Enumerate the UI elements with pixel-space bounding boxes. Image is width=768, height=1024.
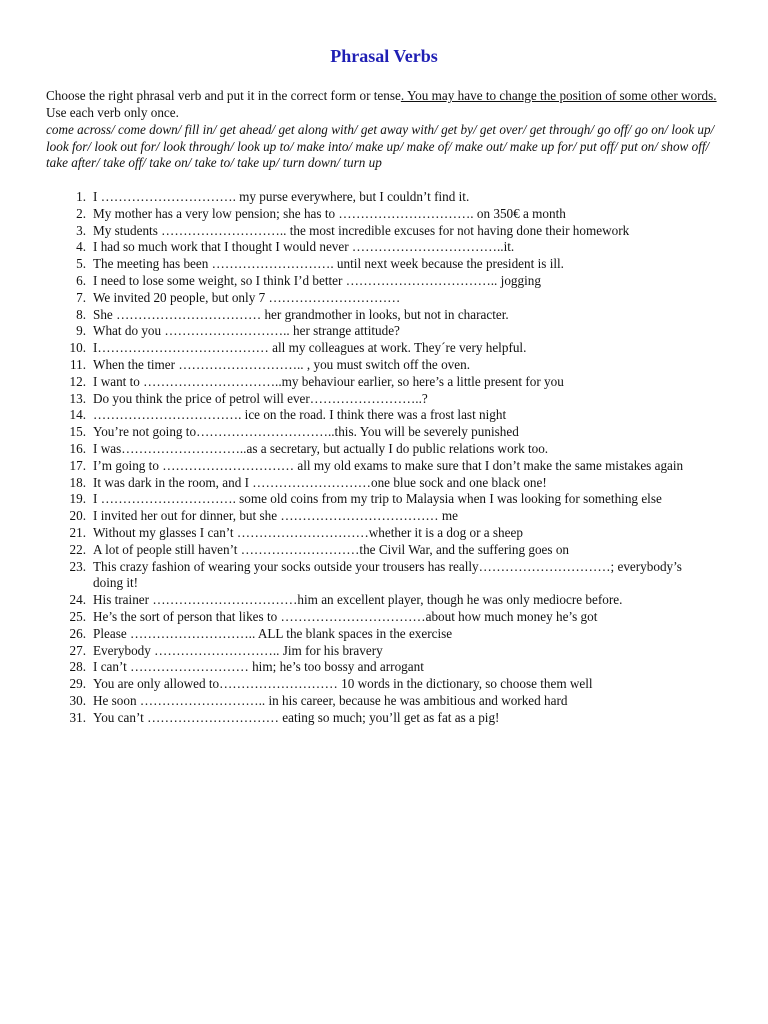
- exercise-number: 23.: [69, 558, 86, 574]
- exercise-item: [50, 643, 710, 660]
- instructions: [46, 88, 726, 121]
- exercise-item: [50, 542, 710, 559]
- exercise-number: 16.: [69, 440, 86, 456]
- exercise-sentence: When the timer ……………………….. , you must switch off the oven.: [93, 356, 471, 372]
- exercise-number: 28.: [69, 659, 86, 675]
- exercise-number: 7.: [76, 289, 86, 305]
- exercise-number: 9.: [76, 323, 86, 339]
- exercise-item: [50, 525, 710, 542]
- exercise-sentence: A lot of people still haven’t ………………………the Civil War, and the suffering goes on: [93, 541, 570, 557]
- exercise-sentence: The meeting has been ………………………. until next week because the president is ill.: [93, 256, 564, 272]
- verb-list: come across/ come down/ fill in/ get ahead/ get along with/ get away with/ get by/ get over/ get through/ go off/ go on/ look up/ look for/ look out for/ look through/ look up to/ make into/ make up/ make of/ make out/ make up for/ put off/ put on/ show off/ take after/ take off/ take on/ take to/ take up/ turn down/ turn up: [46, 122, 715, 170]
- exercise-sentence: I’m going to ………………………… all my old exams to make sure that I don’t make the same mistakes again: [93, 457, 684, 473]
- exercise-item: [50, 223, 710, 240]
- exercise-sentence: I………………………………… all my colleagues at work. They´re very helpful.: [93, 340, 527, 356]
- exercise-sentence: You’re not going to…………………………..this. You will be severely punished: [93, 424, 519, 440]
- exercise-sentence: It was dark in the room, and I ………………………one blue sock and one black one!: [93, 474, 547, 490]
- exercise-number: 11.: [70, 356, 86, 372]
- exercise-item: [50, 273, 710, 290]
- exercise-number: 6.: [76, 272, 86, 288]
- exercise-sentence: I …………………………. some old coins from my trip to Malaysia when I was looking for something else: [93, 491, 662, 507]
- exercise-item: [50, 424, 710, 441]
- exercise-number: 19.: [69, 491, 86, 507]
- exercise-sentence: I want to …………………………..my behaviour earlier, so here’s a little present for you: [93, 373, 564, 389]
- exercise-item: [50, 189, 710, 206]
- exercise-item: [50, 256, 710, 273]
- exercise-item: [50, 374, 710, 391]
- exercise-number: 31.: [69, 709, 86, 725]
- exercise-item: [50, 441, 710, 458]
- instructions-main: Choose the right phrasal verb and put it in the correct form or tense: [46, 88, 401, 103]
- exercise-item: [50, 239, 710, 256]
- exercise-sentence: Please ……………………….. ALL the blank spaces in the exercise: [93, 625, 453, 641]
- exercise-sentence: You can’t ………………………… eating so much; you’ll get as fat as a pig!: [93, 709, 500, 725]
- instructions-note: Use each verb only once.: [46, 104, 179, 120]
- exercise-item: [50, 340, 710, 357]
- exercise-sentence: What do you ……………………….. her strange attitude?: [93, 323, 400, 339]
- exercise-item: [50, 592, 710, 609]
- exercise-item: [50, 693, 710, 710]
- exercise-sentence: I …………………………. my purse everywhere, but I couldn’t find it.: [93, 189, 470, 204]
- exercise-item: [50, 458, 710, 475]
- exercise-item: [50, 491, 710, 508]
- exercise-item: [50, 626, 710, 643]
- exercise-item: [50, 323, 710, 340]
- exercise-item: [50, 609, 710, 626]
- exercise-item: [50, 206, 710, 223]
- exercise-number: 4.: [76, 239, 86, 255]
- exercise-sentence: Do you think the price of petrol will ever……………………..?: [93, 390, 428, 406]
- exercise-number: 20.: [69, 508, 86, 524]
- exercise-number: 14.: [69, 407, 86, 423]
- exercise-number: 29.: [69, 676, 86, 692]
- instructions-underlined: . You may have to change the position of some other words.: [400, 88, 717, 103]
- exercise-number: 24.: [69, 592, 86, 608]
- exercise-sentence: My students ……………………….. the most incredible excuses for not having done their homework: [93, 222, 630, 238]
- exercise-item: [50, 508, 710, 525]
- exercise-sentence: We invited 20 people, but only 7 …………………………: [93, 289, 401, 305]
- exercise-sentence: You are only allowed to……………………… 10 words in the dictionary, so choose them well: [93, 676, 593, 692]
- exercise-list: [50, 189, 710, 727]
- exercise-number: 26.: [69, 625, 86, 641]
- exercise-sentence: ……………………………. ice on the road. I think there was a frost last night: [93, 407, 507, 423]
- exercise-sentence: I need to lose some weight, so I think I’d better …………………………….. jogging: [93, 272, 541, 288]
- exercise-sentence: Everybody ……………………….. Jim for his bravery: [93, 642, 383, 658]
- exercise-number: 2.: [76, 205, 86, 221]
- exercise-item: [50, 559, 710, 593]
- exercise-sentence: His trainer ……………………………him an excellent player, though he was only mediocre before.: [93, 592, 623, 608]
- exercise-number: 22.: [69, 541, 86, 557]
- exercise-sentence: My mother has a very low pension; she has to …………………………. on 350€ a month: [93, 205, 566, 221]
- exercise-sentence: I had so much work that I thought I would never ……………………………..it.: [93, 239, 515, 255]
- exercise-number: 17.: [69, 457, 86, 473]
- exercise-item: [50, 407, 710, 424]
- exercise-number: 13.: [69, 390, 86, 406]
- exercise-item: [50, 391, 710, 408]
- exercise-number: 18.: [69, 474, 86, 490]
- exercise-sentence: He’s the sort of person that likes to ……………………………about how much money he’s got: [93, 608, 598, 624]
- exercise-item: [50, 357, 710, 374]
- exercise-number: 15.: [69, 424, 86, 440]
- exercise-number: 3.: [76, 222, 86, 238]
- exercise-item: [50, 475, 710, 492]
- exercise-number: 27.: [69, 642, 86, 658]
- exercise-sentence: He soon ……………………….. in his career, because he was ambitious and worked hard: [93, 692, 568, 708]
- exercise-number: 8.: [76, 306, 86, 322]
- exercise-number: 12.: [69, 373, 86, 389]
- exercise-sentence: Without my glasses I can’t …………………………whether it is a dog or a sheep: [93, 524, 523, 540]
- exercise-number: 30.: [69, 692, 86, 708]
- exercise-item: [50, 290, 710, 307]
- page-title: Phrasal Verbs: [330, 46, 438, 66]
- exercise-sentence: I was………………………..as a secretary, but actually I do public relations work too.: [93, 440, 549, 456]
- exercise-item: [50, 659, 710, 676]
- exercise-sentence: I can’t ……………………… him; he’s too bossy and arrogant: [93, 659, 424, 675]
- exercise-number: 10.: [69, 340, 86, 356]
- exercise-number: 21.: [69, 524, 86, 540]
- exercise-sentence: I invited her out for dinner, but she ……………………………… me: [93, 508, 459, 524]
- exercise-sentence: This crazy fashion of wearing your socks outside your trousers has really…………………………; everybody’s doing it!: [93, 558, 682, 591]
- exercise-number: 1.: [76, 189, 86, 204]
- exercise-number: 5.: [76, 256, 86, 272]
- exercise-sentence: She …………………………… her grandmother in looks, but not in character.: [93, 306, 509, 322]
- exercise-item: [50, 710, 710, 727]
- exercise-item: [50, 307, 710, 324]
- exercise-number: 25.: [69, 608, 86, 624]
- exercise-item: [50, 676, 710, 693]
